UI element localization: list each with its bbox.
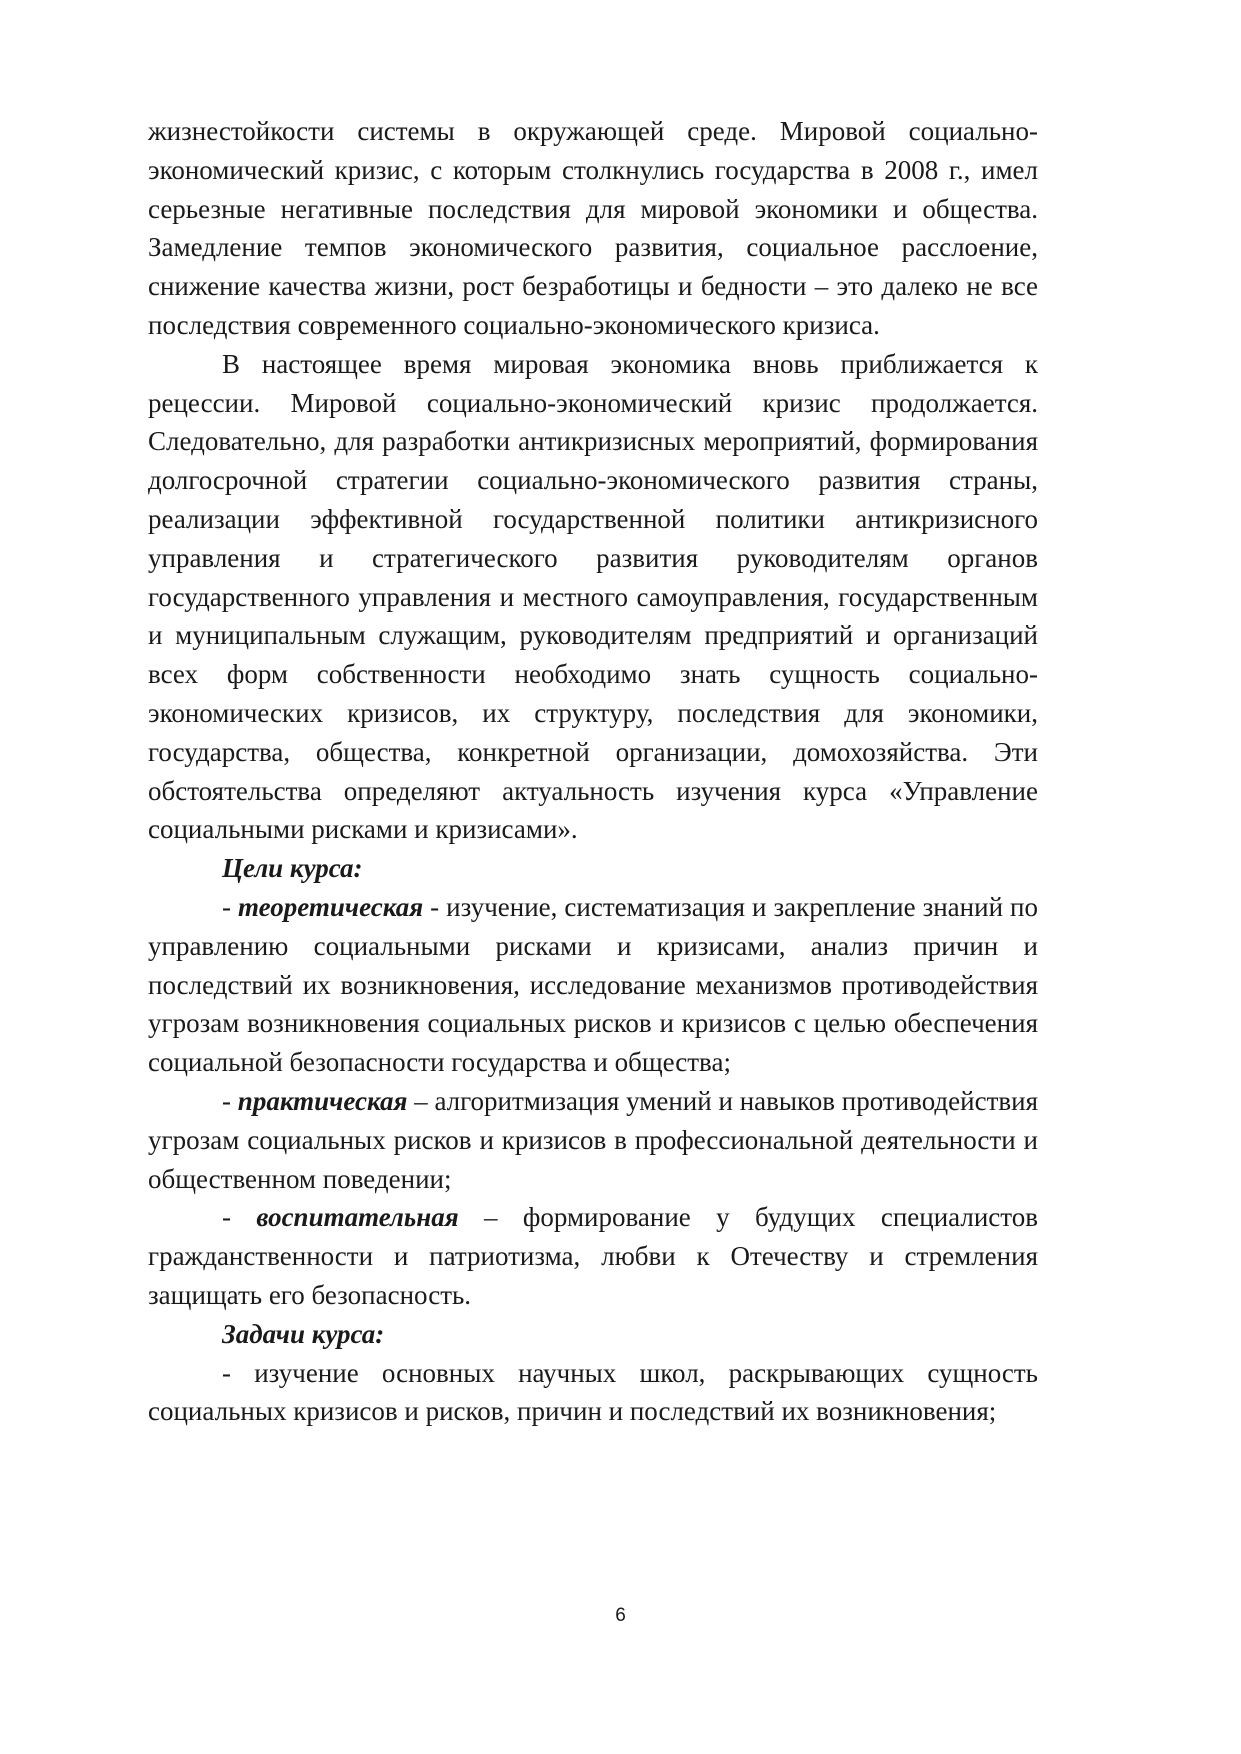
goal-text-practical: – алгоритмизация умений и навыков противодействия угрозам социальных рисков и кризисов в профессиональной деятельности и общественном поведении; [148,1085,1039,1194]
goal-item-theoretical [148,888,1038,1082]
paragraph-crisis-consequences: жизнестойкости системы в окружающей среде. Мировой социально-экономический кризис, с которым столкнулись государства в 2008 г., имел серьезные негативные последствия для мировой экономики и общества. Замедление темпов экономического развития, социальное расслоение, снижение качества жизни, рост безработицы и бедности – это далеко не все последствия современного социально-экономического кризиса. [148,116,1038,340]
goal-text-theoretical: - изучение, систематизация и закрепление знаний по управлению социальными рисками и кризисами, анализ причин и последствий их возникновения, исследование механизмов противодействия угрозам возникновения социальных рисков и кризисов с целью обеспечения социальной безопасности государства и общества; [148,891,1038,1078]
goal-item-educational [148,1198,1038,1314]
goal-term-educational: воспитательная [256,1202,459,1233]
task-item-schools: - изучение основных научных школ, раскрывающих сущность социальных кризисов и рисков, причин и последствий их возникновения; [148,1357,1038,1427]
goal-item-prefix: - [222,1202,257,1233]
paragraph-course-relevance: В настоящее время мировая экономика вновь приближается к рецессии. Мировой социально-экономический кризис продолжается. Следовательно, для разработки антикризисных мероприятий, формирования долгосрочной стратегии социально-экономического развития страны, реализации эффективной государственной политики антикризисного управления и стратегического развития руководителям органов государственного управления и местного самоуправления, государственным и муниципальным служащим, руководителям предприятий и организаций всех форм собственности необходимо знать сущность социально-экономических кризисов, их структуру, последствия для экономики, государства, общества, конкретной организации, домохозяйства. Эти обстоятельства определяют актуальность изучения курса «Управление социальными рисками и кризисами». [148,348,1038,845]
goals-heading: Цели курса: [222,853,363,884]
goal-item-practical [148,1082,1038,1198]
document-page [148,112,1038,1431]
tasks-heading: Задачи курса: [222,1318,385,1349]
goal-item-prefix: - [222,1085,238,1116]
goal-text-educational: – формирование у будущих специалистов гражданственности и патриотизма, любви к Отечеству и стремления защищать его безопасность. [148,1202,1038,1310]
page-number: 6 [615,1605,626,1626]
goal-item-prefix: - [222,891,239,922]
goal-term-theoretical: теоретическая [238,891,424,922]
goal-term-practical: практическая [237,1085,408,1116]
